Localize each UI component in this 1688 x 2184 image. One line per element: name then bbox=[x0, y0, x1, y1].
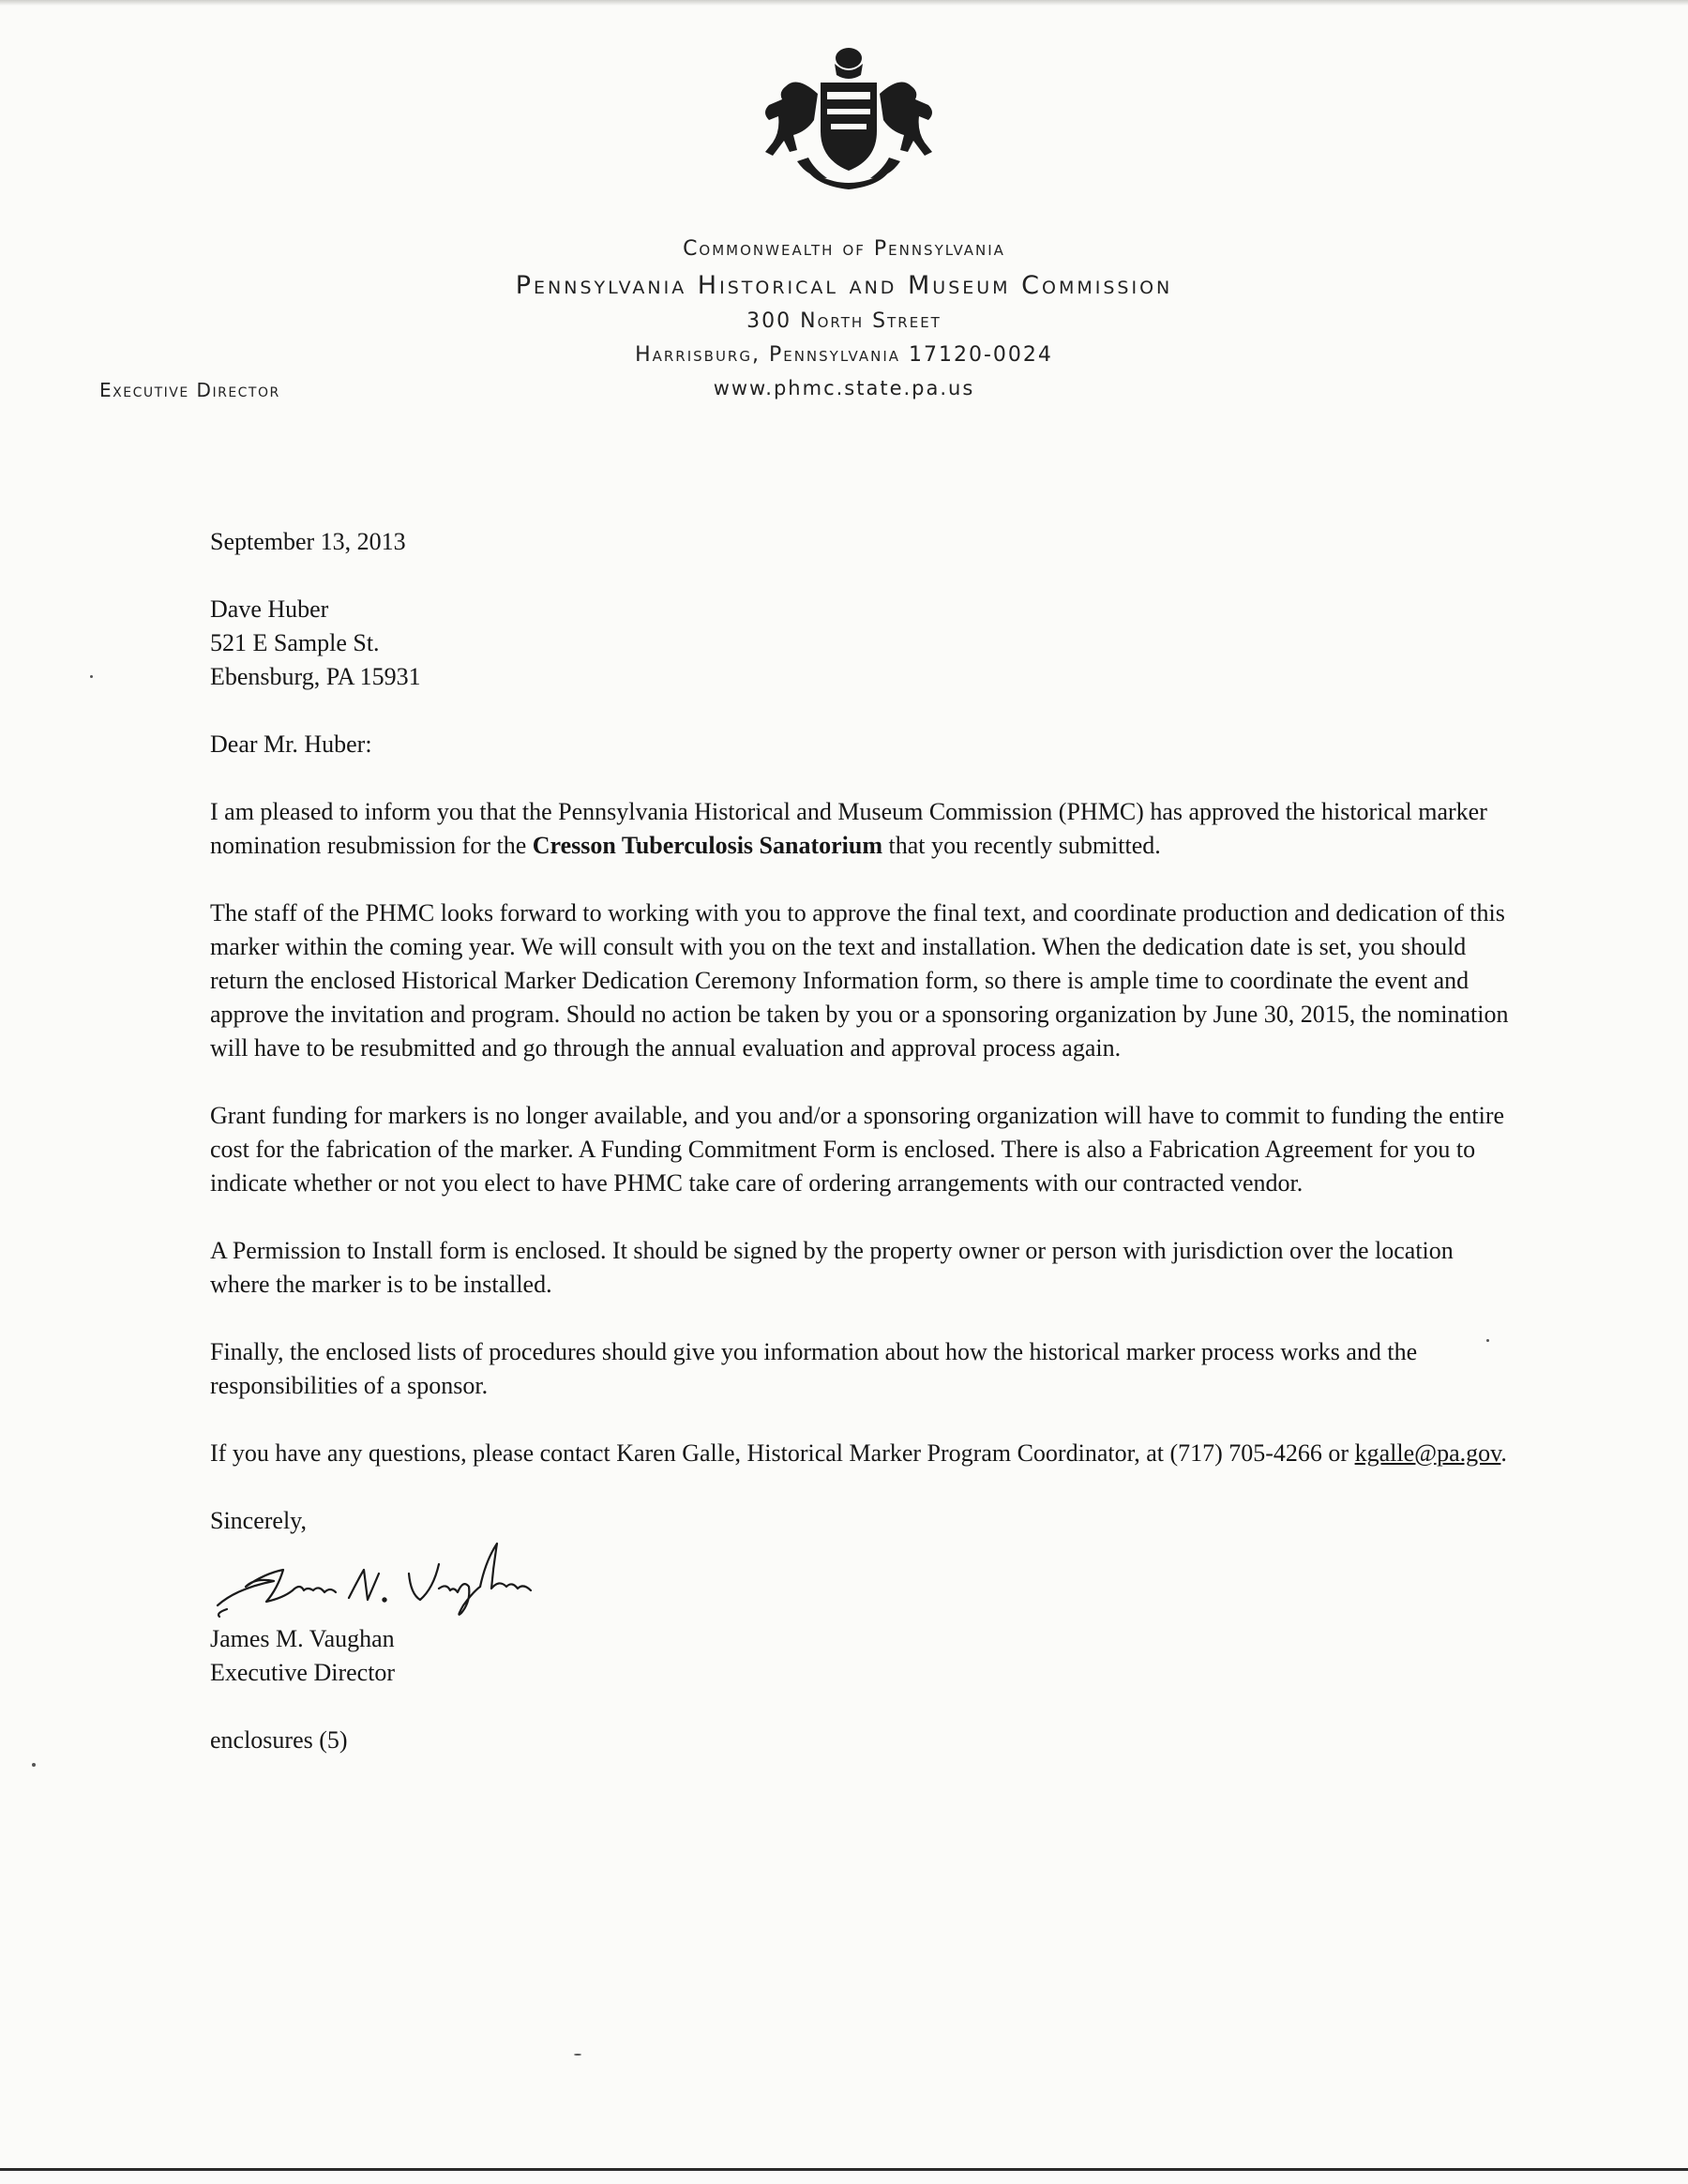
paragraph-contact bbox=[210, 1437, 1514, 1470]
paragraph-contact-after: . bbox=[1500, 1439, 1507, 1467]
closing-block bbox=[210, 1504, 1514, 1690]
scan-speck bbox=[32, 1763, 36, 1767]
letterhead-website: www.phmc.state.pa.us bbox=[713, 377, 975, 399]
recipient-city: Ebensburg, PA 15931 bbox=[210, 663, 421, 690]
letterhead-commonwealth: Commonwealth of Pennsylvania bbox=[683, 237, 1005, 261]
letter-body bbox=[210, 525, 1514, 1791]
recipient-name: Dave Huber bbox=[210, 595, 329, 623]
recipient-address bbox=[210, 593, 1514, 694]
scan-edge-top bbox=[0, 0, 1688, 6]
scan-speck bbox=[90, 675, 93, 678]
paragraph-procedures: Finally, the enclosed lists of procedures should give you information about how the historical marker process works and the responsibilities of a sponsor. bbox=[210, 1338, 1418, 1399]
pennsylvania-coat-of-arms-icon bbox=[741, 38, 957, 197]
paragraph-approval-before: I am pleased to inform you that the Pennsylvania Historical and Museum Commission (PHMC) has approved the historical marker nomination resubmission for the bbox=[210, 798, 1487, 859]
signer-name: James M. Vaughan bbox=[210, 1625, 395, 1652]
closing: Sincerely, bbox=[210, 1507, 307, 1534]
recipient-street: 521 E Sample St. bbox=[210, 629, 380, 656]
paragraph-approval-after: that you recently submitted. bbox=[882, 832, 1161, 859]
marker-name: Cresson Tuberculosis Sanatorium bbox=[532, 832, 882, 859]
scan-speck bbox=[1486, 1339, 1489, 1342]
scan-speck bbox=[574, 2054, 581, 2056]
paragraph-staff: The staff of the PHMC looks forward to working with you to approve the final text, and coordinate production and dedication of this marker within the coming year. We will consult with you on the text and installation. When the dedication date is set, you should return the enclosed Historical Marker Dedication Ceremony Information form, so there is ample time to coordinate the event and approve the invitation and program. Should no action be taken by you or a sponsoring organization by June 30, 2015, the nomination will have to be resubmitted and go through the annual evaluation and approval process again. bbox=[210, 899, 1509, 1062]
paragraph-contact-before: If you have any questions, please contact Karen Galle, Historical Marker Program Coordinator, at (717) 705-4266 or bbox=[210, 1439, 1355, 1467]
letterhead-city: Harrisburg, Pennsylvania 17120-0024 bbox=[635, 343, 1053, 367]
paragraph-funding: Grant funding for markers is no longer available, and you and/or a sponsoring organization will have to commit to funding the entire cost for the fabrication of the marker. A Funding Commitment Form is enclosed. There is also a Fabrication Agreement for you to indicate whether or not you elect to have PHMC take care of ordering arrangements with our contracted vendor. bbox=[210, 1102, 1505, 1197]
executive-director-label: Executive Director bbox=[99, 379, 280, 401]
salutation: Dear Mr. Huber: bbox=[210, 731, 372, 758]
scan-edge-bottom bbox=[0, 2168, 1688, 2171]
handwritten-signature bbox=[199, 1532, 593, 1626]
letter-date: September 13, 2013 bbox=[210, 528, 406, 555]
contact-email-link[interactable]: kgalle@pa.gov bbox=[1354, 1439, 1501, 1467]
enclosures-note: enclosures (5) bbox=[210, 1726, 348, 1754]
letterhead-street: 300 North Street bbox=[746, 309, 942, 333]
signer-title: Executive Director bbox=[210, 1659, 396, 1686]
paragraph-approval bbox=[210, 795, 1514, 863]
letterhead-commission: Pennsylvania Historical and Museum Commission bbox=[515, 271, 1173, 300]
paragraph-permission: A Permission to Install form is enclosed. It should be signed by the property owner or person with jurisdiction over the location where the marker is to be installed. bbox=[210, 1237, 1454, 1298]
letterhead bbox=[281, 239, 1407, 399]
